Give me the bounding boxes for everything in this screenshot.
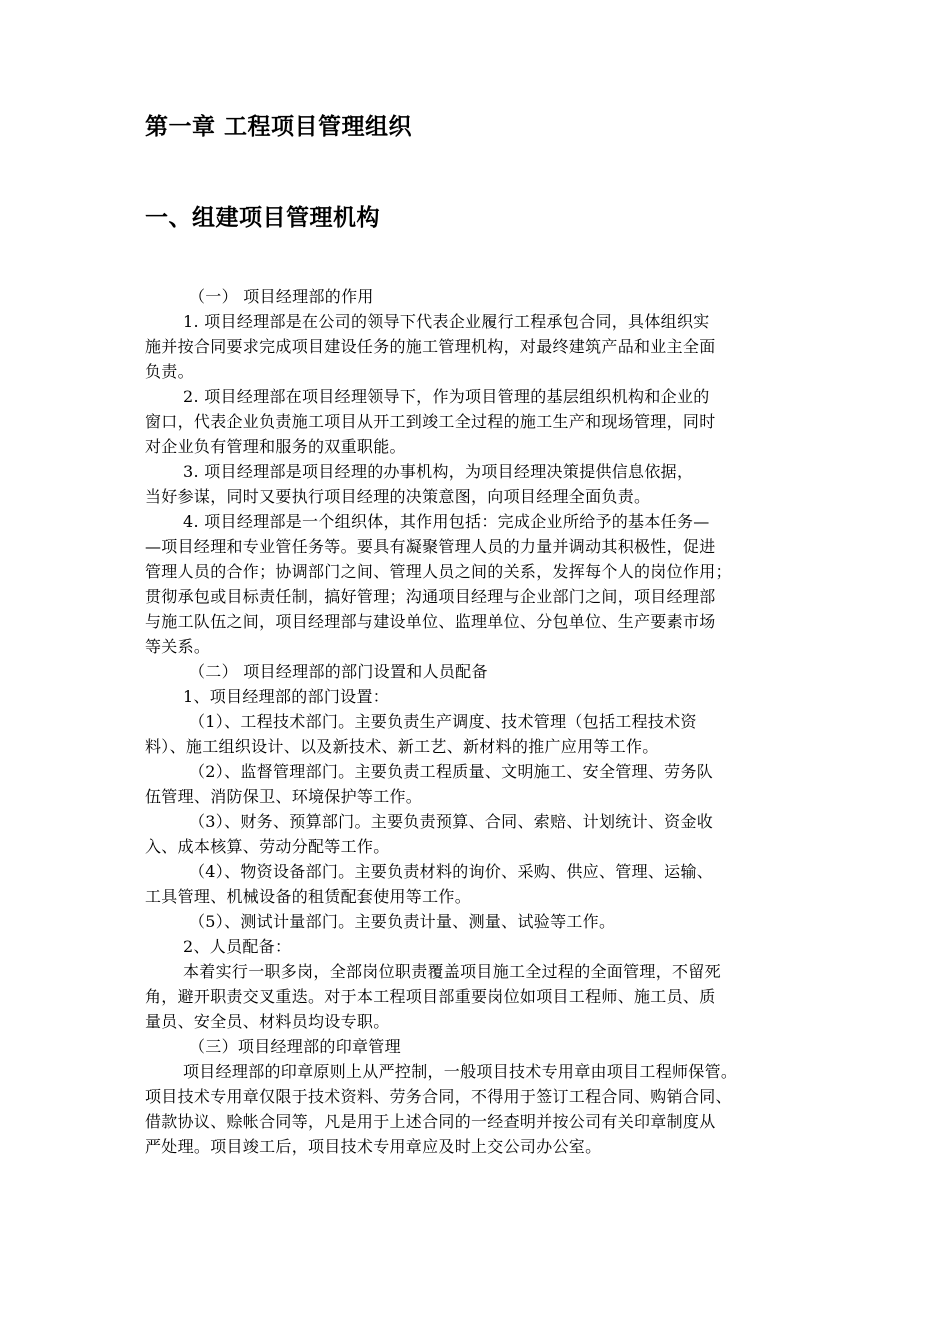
text-line: 借款协议、赊帐合同等，凡是用于上述合同的一经查明并按公司有关印章制度从	[145, 1112, 716, 1131]
text-line: 工具管理、机械设备的租赁配套使用等工作。	[145, 887, 472, 906]
text-line: （1）、工程技术部门。主要负责生产调度、技术管理（包括工程技术资	[189, 712, 697, 731]
text-line: （4）、物资设备部门。主要负责材料的询价、采购、供应、管理、运输、	[189, 862, 714, 881]
body-text	[145, 284, 817, 1159]
text-line: 贯彻承包或目标责任制，搞好管理；沟通项目经理与企业部门之间，项目经理部	[145, 587, 716, 606]
text-line: 与施工队伍之间，项目经理部与建设单位、监理单位、分包单位、生产要素市场	[145, 612, 716, 631]
text-line: （2）、监督管理部门。主要负责工程质量、文明施工、安全管理、劳务队	[189, 762, 714, 781]
text-line: （一） 项目经理部的作用	[189, 287, 374, 306]
text-line: 管理人员的合作；协调部门之间、管理人员之间的关系，发挥每个人的岗位作用；	[145, 562, 732, 581]
text-line: 1. 项目经理部是在公司的领导下代表企业履行工程承包合同，具体组织实	[183, 312, 710, 331]
text-line: （三）项目经理部的印章管理	[189, 1037, 401, 1056]
text-line: 伍管理、消防保卫、环境保护等工作。	[145, 787, 423, 806]
text-line: （3）、财务、预算部门。主要负责预算、合同、索赔、计划统计、资金收	[189, 812, 714, 831]
section-title: 一、组建项目管理机构	[145, 205, 380, 231]
text-line: 4. 项目经理部是一个组织体，其作用包括：完成企业所给予的基本任务—	[183, 512, 710, 531]
text-line: 入、成本核算、劳动分配等工作。	[145, 837, 390, 856]
text-line: 角，避开职责交叉重迭。对于本工程项目部重要岗位如项目工程师、施工员、质	[145, 987, 716, 1006]
text-line: 2、人员配备：	[183, 937, 292, 956]
text-line: 料）、施工组织设计、以及新技术、新工艺、新材料的推广应用等工作。	[145, 737, 659, 756]
text-line: 2. 项目经理部在项目经理领导下，作为项目管理的基层组织机构和企业的	[183, 387, 710, 406]
text-line: 1、项目经理部的部门设置：	[183, 687, 390, 706]
text-line: 严处理。项目竣工后，项目技术专用章应及时上交公司办公室。	[145, 1137, 602, 1156]
text-line: （5）、测试计量部门。主要负责计量、测量、试验等工作。	[189, 912, 616, 931]
text-line: 窗口，代表企业负责施工项目从开工到竣工全过程的施工生产和现场管理，同时	[145, 412, 716, 431]
text-line: —项目经理和专业管任务等。要具有凝聚管理人员的力量并调动其积极性，促进	[145, 537, 716, 556]
text-line: 量员、安全员、材料员均设专职。	[145, 1012, 390, 1031]
text-line: 施并按合同要求完成项目建设任务的施工管理机构，对最终建筑产品和业主全面	[145, 337, 716, 356]
text-line: 当好参谋，同时又要执行项目经理的决策意图，向项目经理全面负责。	[145, 487, 651, 506]
text-line: 对企业负有管理和服务的双重职能。	[145, 437, 406, 456]
text-line: 等关系。	[145, 637, 211, 656]
text-line: 项目经理部的印章原则上从严控制，一般项目技术专用章由项目工程师保管。	[183, 1062, 738, 1081]
text-line: 3. 项目经理部是项目经理的办事机构，为项目经理决策提供信息依据，	[183, 462, 694, 481]
text-line: 本着实行一职多岗，全部岗位职责覆盖项目施工全过程的全面管理，不留死	[183, 962, 721, 981]
text-line: （二） 项目经理部的部门设置和人员配备	[189, 662, 488, 681]
text-line: 项目技术专用章仅限于技术资料、劳务合同，不得用于签订工程合同、购销合同、	[145, 1087, 732, 1106]
chapter-title: 第一章 工程项目管理组织	[145, 114, 413, 140]
text-line: 负责。	[145, 362, 194, 381]
